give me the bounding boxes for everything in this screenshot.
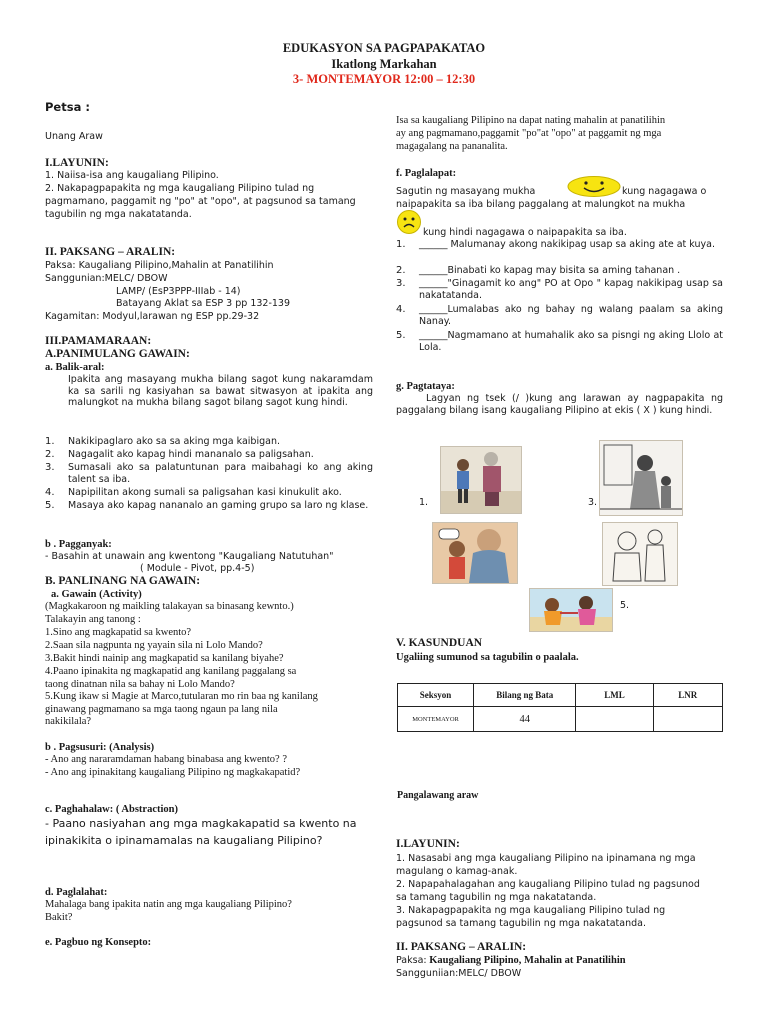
balik-aral-heading: a. Balik-aral:: [45, 362, 105, 373]
list-number: 5.: [396, 330, 406, 341]
paglalahat-heading: d. Paglalahat:: [45, 887, 108, 898]
paghahalaw-question: ipinakikita o ipinamamalas na kaugaliang Pilipino?: [45, 834, 323, 847]
intro-text: Isa sa kaugaliang Pilipino na dapat nating mahalin at panatilihin: [396, 115, 666, 126]
question-item: 2.Saan sila nagpunta ng yayain sila ni Lolo Mando?: [45, 640, 263, 651]
sagutin-text: kung nagagawa o: [622, 186, 707, 197]
table-row: [398, 707, 723, 732]
list-item: ______Binabati ko kapag may bisita sa aming tahanan .: [419, 265, 681, 276]
list-number: 2.: [45, 449, 55, 460]
layunin-item-2-cont: pagmamano, paggamit ng "po" at "opo", at pagsunod sa tamang: [45, 196, 356, 207]
question-item: 1.Sino ang magkapatid sa kwento?: [45, 627, 192, 638]
table-cell: [653, 707, 722, 732]
kasunduan-text: Ugaliing sumunod sa tagubilin o paalala.: [396, 652, 579, 663]
assessment-picture-2: [432, 522, 518, 584]
paksa-2-value: Kaugaliang Pilipino, Mahalin at Panatilihin: [429, 955, 626, 966]
paghahalaw-heading: c. Paghahalaw: ( Abstraction): [45, 804, 178, 815]
table-cell: 44: [474, 707, 576, 732]
list-number: 3.: [45, 462, 55, 473]
question-item: ginawang pagmamano sa mga taong ngaun pa lang nila: [45, 704, 278, 715]
table-header-row: [398, 684, 723, 707]
table-header: Bilang ng Bata: [474, 684, 576, 707]
table-cell: [576, 707, 653, 732]
list-number: 3.: [396, 278, 406, 289]
list-item: Masaya ako kapag nananalo an gaming grupo sa laro ng klase.: [68, 500, 369, 511]
sagutin-text: kung hindi nagagawa o naipapakita sa iba.: [423, 227, 627, 238]
list-item: 3. Nakapagpapakita ng mga kaugaliang Pilipino tulad ng: [396, 905, 666, 916]
picture-label: 5.: [620, 600, 630, 611]
list-item: ______"Ginagamit ko ang" PO at Opo " kapag nakikipag usap sa nakatatanda.: [419, 278, 723, 301]
list-item: ______Lumalabas ako ng bahay ng walang paalam sa aking Nanay.: [419, 304, 723, 327]
list-item: sa tamang tagubilin ng mga nakatatanda.: [396, 892, 597, 903]
question-item: taong dinatnan nila sa bahay ni Lolo Mando?: [45, 679, 235, 690]
panimulang-gawain-heading: A.PANIMULANG GAWAIN:: [45, 348, 190, 360]
paglalahat-question: Bakit?: [45, 912, 73, 923]
sagutin-text: Sagutin ng masayang mukha: [396, 186, 536, 197]
gawain-text: Talakayin ang tanong :: [45, 614, 141, 625]
list-item: Nakikipaglaro ako sa sa aking mga kaibigan.: [68, 436, 280, 447]
pagganyak-heading: b . Pagganyak:: [45, 539, 112, 550]
intro-text: ay ang pagmamano,paggamit "po"at "opo" at paggamit ng mga: [396, 128, 662, 139]
pagsusuri-heading: b . Pagsusuri: (Analysis): [45, 742, 155, 753]
assessment-picture-5: [529, 588, 613, 632]
kasunduan-heading: V. KASUNDUAN: [396, 637, 483, 649]
table-cell: MONTEMAYOR: [398, 707, 474, 732]
paksa-text: Paksa: Kaugaliang Pilipino,Mahalin at Panatilihin: [45, 260, 274, 271]
layunin-heading: I.LAYUNIN:: [45, 157, 109, 169]
sanggunian-text: Sanggunian:MELC/ DBOW: [45, 273, 168, 284]
panlinang-heading: B. PANLINANG NA GAWAIN:: [45, 575, 201, 587]
paksang-aralin-2-heading: II. PAKSANG – ARALIN:: [396, 941, 527, 953]
document-subject: EDUKASYON SA PAGPAPAKATAO: [282, 41, 486, 55]
intro-text: magagalang na pananalita.: [396, 141, 508, 152]
table-header: Seksyon: [398, 684, 474, 707]
list-number: 4.: [45, 487, 55, 498]
pangalawang-araw-label: Pangalawang araw: [397, 790, 479, 801]
pamamaraan-heading: III.PAMAMARAAN:: [45, 335, 152, 347]
question-item: 5.Kung ikaw si Magie at Marco,tutularan mo rin baa ng kanilang: [45, 691, 318, 702]
paghahalaw-question: - Paano nasiyahan ang mga magkakapatid sa kwento na: [45, 817, 357, 830]
layunin-item-2-cont: tagubilin ng mga nakatatanda.: [45, 209, 192, 220]
pagganyak-text: - Basahin at unawain ang kwentong "Kaugaliang Natutuhan": [45, 551, 334, 562]
balik-aral-instructions: Ipakita ang masayang mukha bilang sagot kung nakaramdam ka sa sarili ng kasiyahan sa bawat sitwasyon at ipakita ang malungkot na mukha bilang sagot bilang sagot kung hindi.: [68, 374, 373, 409]
picture-label: 1.: [419, 497, 429, 508]
list-item: ______ Malumanay akong nakikipag usap sa aking ate at kuya.: [419, 239, 715, 250]
gawain-text: (Magkakaroon ng maikling talakayan sa binasang kewnto.): [45, 601, 294, 612]
list-item: pagsunod sa tamang tagubilin ng mga nakatatanda.: [396, 918, 646, 929]
list-number: 4.: [396, 304, 406, 315]
picture-label: 3.: [588, 497, 598, 508]
layunin-item-2: 2. Nakapagpapakita ng mga kaugaliang Pilipino tulad ng: [45, 183, 315, 194]
question-item: nakikilala?: [45, 716, 92, 727]
list-item: Sumasali ako sa palatuntunan para maibahagi ko ang aking talent sa iba.: [68, 462, 373, 485]
list-item: Nagagalit ako kapag hindi mananalo sa paligsahan.: [68, 449, 314, 460]
list-number: 1.: [45, 436, 55, 447]
paglalapat-heading: f. Paglalapat:: [396, 168, 457, 179]
layunin-2-heading: I.LAYUNIN:: [396, 838, 460, 850]
lamp-code: LAMP/ (EsP3PPP-IIIab - 14): [116, 286, 241, 297]
list-item: Napipilitan akong sumali sa paligsahan kasi kinukulit ako.: [68, 487, 342, 498]
table-header: LML: [576, 684, 653, 707]
pagsusuri-question: - Ano ang nararamdaman habang binabasa ang kwento? ?: [45, 754, 287, 765]
list-number: 5.: [45, 500, 55, 511]
happy-face-icon: [567, 176, 621, 197]
assessment-picture-1: [440, 446, 522, 514]
paglalahat-question: Mahalaga bang ipakita natin ang mga kaugaliang Pilipino?: [45, 899, 292, 910]
list-item: 1. Nasasabi ang mga kaugaliang Pilipino na ipinamana ng mga: [396, 853, 696, 864]
list-number: 2.: [396, 265, 406, 276]
pagtataya-text: Lagyan ng tsek (/ )kung ang larawan ay nagpapakita ng paggalang bilang isang kaugaliang Pilipino at ekis ( X ) kung hindi.: [396, 393, 723, 416]
question-item: 3.Bakit hindi nainip ang magkapatid sa kanilang biyahe?: [45, 653, 284, 664]
class-time: 3- MONTEMAYOR 12:00 – 12:30: [292, 72, 476, 86]
petsa-label: Petsa :: [45, 100, 90, 114]
sad-face-icon: [397, 210, 421, 234]
table-header: LNR: [653, 684, 722, 707]
list-item: magulang o kamag-anak.: [396, 866, 518, 877]
layunin-item-1: 1. Naiisa-isa ang kaugaliang Pilipino.: [45, 170, 219, 181]
sanggunian-2-text: Sangguniian:MELC/ DBOW: [396, 968, 522, 979]
sagutin-text: naipapakita sa iba bilang paggalang at malungkot na mukha: [396, 199, 686, 210]
pagsusuri-question: - Ano ang ipinakitang kaugaliang Pilipino ng magkakapatid?: [45, 767, 301, 778]
paksa-2-line: [396, 955, 626, 967]
assessment-picture-3: [599, 440, 683, 516]
batayang-aklat: Batayang Aklat sa ESP 3 pp 132-139: [116, 298, 291, 309]
assessment-picture-4: [602, 522, 678, 586]
list-item: 2. Napapahalagahan ang kaugaliang Pilipino tulad ng pagsunod: [396, 879, 700, 890]
document-quarter: Ikatlong Markahan: [331, 57, 437, 71]
attendance-table: [397, 683, 723, 732]
list-item: ______Nagmamano at humahalik ako sa pisngi ng aking Llolo at Lola.: [419, 330, 723, 353]
gawain-heading: a. Gawain (Activity): [51, 589, 142, 600]
paksa-2-label: Paksa:: [396, 955, 427, 966]
list-number: 1.: [396, 239, 406, 250]
pagganyak-reference: ( Module - Pivot, pp.4-5): [140, 563, 255, 574]
pagbuo-heading: e. Pagbuo ng Konsepto:: [45, 937, 152, 948]
question-item: 4.Paano ipinakita ng magkapatid ang kanilang paggalang sa: [45, 666, 297, 677]
unang-araw-label: Unang Araw: [45, 131, 103, 142]
paksang-aralin-heading: II. PAKSANG – ARALIN:: [45, 246, 176, 258]
pagtataya-heading: g. Pagtataya:: [396, 381, 455, 392]
kagamitan-text: Kagamitan: Modyul,larawan ng ESP pp.29-32: [45, 311, 260, 322]
